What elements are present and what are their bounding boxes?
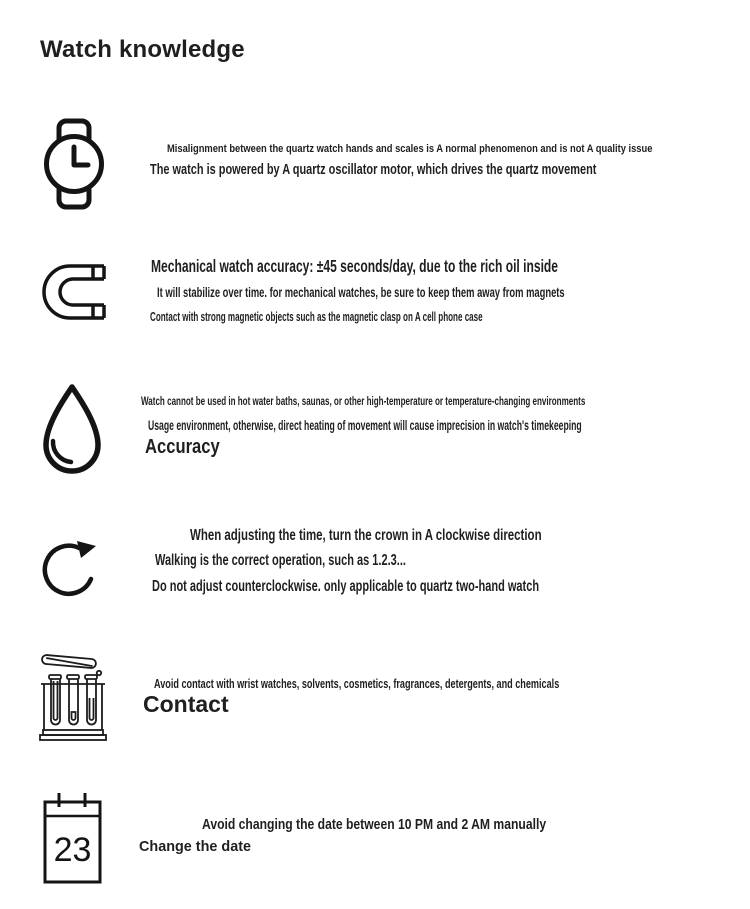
magnet-note-contact: Contact with strong magnetic objects such as the magnetic clasp on A cell phone case <box>150 309 483 324</box>
quartz-note-main: The watch is powered by A quartz oscillator motor, which drives the quartz movement <box>150 161 597 178</box>
wrist-watch-icon <box>42 118 106 210</box>
quartz-note-small: Misalignment between the quartz watch hands and scales is A normal phenomenon and is not A quality issue <box>167 143 653 155</box>
chemicals-heading: Contact <box>143 691 229 717</box>
test-tubes-icon <box>38 650 108 746</box>
crown-note-clockwise: When adjusting the time, turn the crown in A clockwise direction <box>190 527 542 544</box>
date-heading: Change the date <box>139 838 252 855</box>
calendar-icon <box>42 791 103 885</box>
magnet-icon <box>40 263 106 321</box>
clockwise-rotation-icon <box>42 528 100 602</box>
magnet-note-stabilize: It will stabilize over time. for mechanical watches, be sure to keep them away from magnets <box>157 284 565 300</box>
crown-note-counterclockwise: Do not adjust counterclockwise. only applicable to quartz two-hand watch <box>152 578 540 595</box>
date-note: Avoid changing the date between 10 PM and 2 AM manually <box>202 816 547 833</box>
page-title: Watch knowledge <box>40 36 245 63</box>
magnet-note-accuracy: Mechanical watch accuracy: ±45 seconds/day, due to the rich oil inside <box>151 256 559 276</box>
water-drop-icon <box>40 382 104 479</box>
temperature-note-small: Watch cannot be used in hot water baths, saunas, or other high-temperature or temperature-changing environments <box>141 396 586 408</box>
calendar-day: 23 <box>53 831 92 869</box>
temperature-heading: Accuracy <box>145 436 220 458</box>
chemicals-note: Avoid contact with wrist watches, solvents, cosmetics, fragrances, detergents, and chemicals <box>154 676 560 691</box>
temperature-note-main: Usage environment, otherwise, direct heating of movement will cause imprecision in watch's timekeeping <box>148 418 582 433</box>
crown-note-walking: Walking is the correct operation, such as 1.2.3... <box>155 552 406 569</box>
